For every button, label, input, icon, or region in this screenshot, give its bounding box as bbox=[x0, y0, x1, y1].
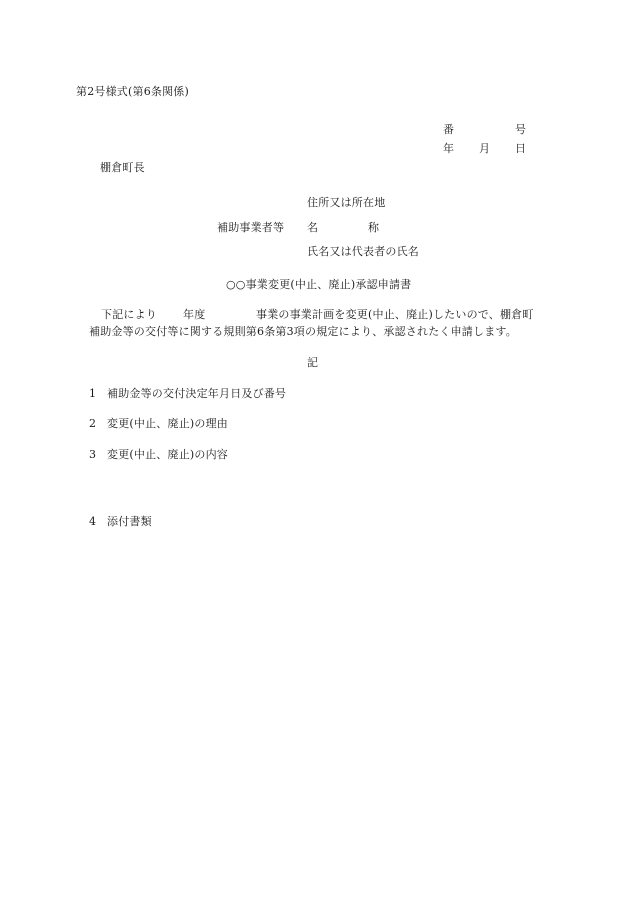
item-text: 変更(中止、廃止)の理由 bbox=[107, 417, 228, 430]
applicant-name-label-2: 称 bbox=[368, 221, 380, 234]
body-line1-part3: 事業の事業計画を変更(中止、廃止)したいので、棚倉町 bbox=[256, 308, 534, 321]
applicant-representative-label: 氏名又は代表者の氏名 bbox=[307, 245, 419, 258]
document-title: ○○事業変更(中止、廃止)承認申請書 bbox=[226, 278, 412, 291]
item-number: 2 bbox=[89, 417, 97, 430]
item-text: 補助金等の交付決定年月日及び番号 bbox=[107, 387, 287, 400]
date-day-label: 日 bbox=[515, 142, 527, 155]
form-number: 第2号様式(第6条関係) bbox=[76, 85, 189, 98]
body-line1-part2: 年度 bbox=[183, 308, 206, 321]
item-number: 1 bbox=[89, 387, 97, 400]
addressee: 棚倉町長 bbox=[100, 161, 145, 174]
body-line1-part1: 下記により bbox=[101, 308, 157, 321]
item-text: 添付書類 bbox=[107, 515, 152, 528]
date-year-label: 年 bbox=[443, 142, 455, 155]
ki-label: 記 bbox=[307, 356, 319, 369]
doc-number-go-label: 号 bbox=[515, 123, 527, 136]
applicant-group-label: 補助事業者等 bbox=[217, 221, 285, 234]
body-line2: 補助金等の交付等に関する規則第6条第3項の規定により、承認されたく申請します。 bbox=[89, 325, 517, 338]
item-number: 4 bbox=[89, 515, 97, 528]
applicant-name-label-1: 名 bbox=[307, 221, 319, 234]
item-text: 変更(中止、廃止)の内容 bbox=[107, 448, 228, 461]
date-month-label: 月 bbox=[479, 142, 491, 155]
item-number: 3 bbox=[89, 448, 97, 461]
doc-number-ban-label: 番 bbox=[443, 123, 455, 136]
applicant-address-label: 住所又は所在地 bbox=[307, 196, 386, 209]
